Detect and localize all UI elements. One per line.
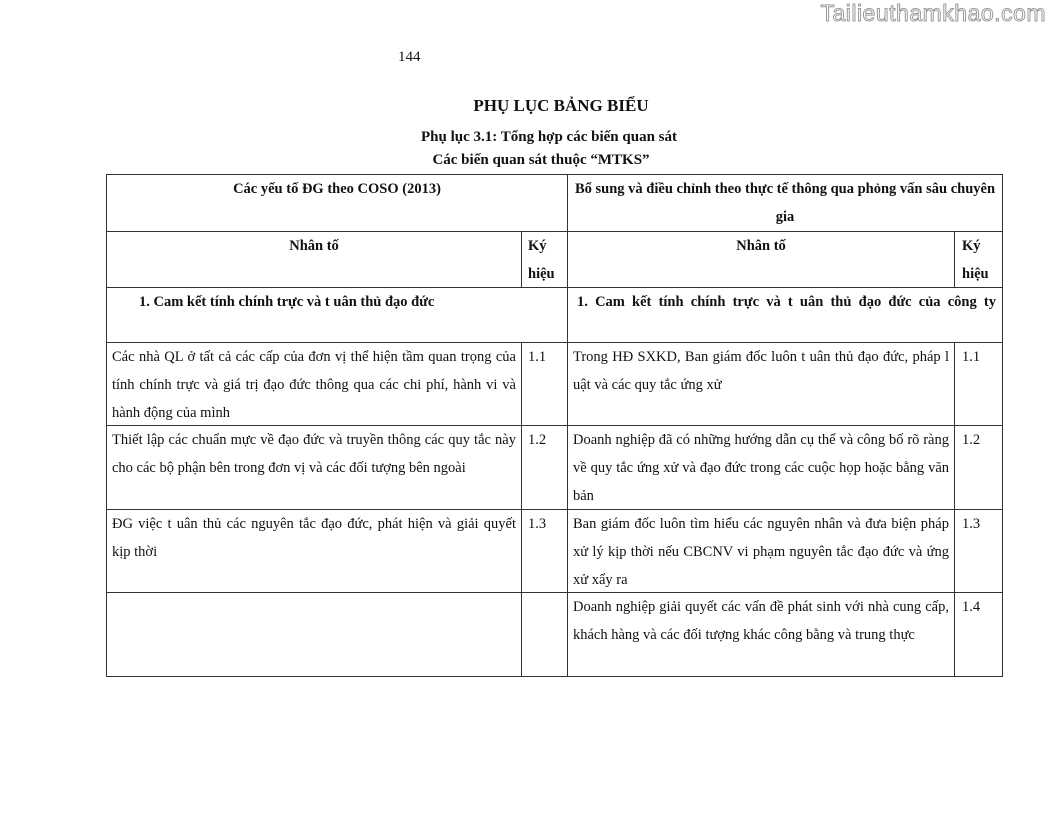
observed-variables-table [106,174,1003,677]
section-right-text: 1. Cam kết tính chính trực và t uân thủ đạo đức của công ty [577,294,996,310]
row-2-left-code: 1.2 [521,425,568,510]
row-3-right-code: 1.3 [954,509,1003,593]
row-4-left-code [521,592,568,677]
row-1-left-text: Các nhà QL ở tất cả các cấp của đơn vị thể hiện tầm quan trọng của tính chính trực và giá trị đạo đức thông qua các chi phí, hành vi và hành động của mình [106,342,522,426]
col-factor-right: Nhân tố [567,231,955,288]
page-number: 144 [398,49,421,65]
table-caption: Các biến quan sát thuộc “MTKS” [432,152,650,168]
row-2-left-text: Thiết lập các chuẩn mực về đạo đức và truyền thông các quy tắc này cho các bộ phận bên trong đơn vị và các đối tượng bên ngoài [106,425,522,510]
row-3-right-text: Ban giám đốc luôn tìm hiểu các nguyên nhân và đưa biện pháp xử lý kịp thời nếu CBCNV vi phạm nguyên tắc đạo đức và ứng xử xẩy ra [567,509,955,593]
row-3-left-text: ĐG việc t uân thủ các nguyên tắc đạo đức, phát hiện và giải quyết kịp thời [106,509,522,593]
row-3-left-code: 1.3 [521,509,568,593]
row-2-right-code: 1.2 [954,425,1003,510]
page-title: PHỤ LỤC BẢNG BIỂU [473,96,649,115]
col-factor-left: Nhân tố [106,231,522,288]
header-left-cell: Các yếu tố ĐG theo COSO (2013) [106,174,568,232]
appendix-subtitle: Phụ lục 3.1: Tổng hợp các biến quan sát [420,129,677,145]
col-symbol-right: Ký hiệu [954,231,1003,288]
row-4-right-text: Doanh nghiệp giải quyết các vấn đề phát sinh với nhà cung cấp, khách hàng và các đối tượng khác công bằng và trung thực [567,592,955,677]
row-2-right-text: Doanh nghiệp đã có những hướng dẫn cụ thể và công bố rõ ràng về quy tắc ứng xử và đạo đức trong các cuộc họp hoặc bằng văn bản [567,425,955,510]
section-left-cell: 1. Cam kết tính chính trực và t uân thủ đạo đức [106,287,568,343]
col-symbol-left: Ký hiệu [521,231,568,288]
watermark-text: Tailieuthamkhao.com [820,0,1046,26]
section-right-cell [567,287,1003,343]
row-4-right-code: 1.4 [954,592,1003,677]
row-1-right-code: 1.1 [954,342,1003,426]
row-4-left-text [106,592,522,677]
row-1-right-text: Trong HĐ SXKD, Ban giám đốc luôn t uân thủ đạo đức, pháp l uật và các quy tắc ứng xử [567,342,955,426]
header-right-cell: Bổ sung và điều chỉnh theo thực tế thông qua phỏng vấn sâu chuyên gia [567,174,1003,232]
row-1-left-code: 1.1 [521,342,568,426]
